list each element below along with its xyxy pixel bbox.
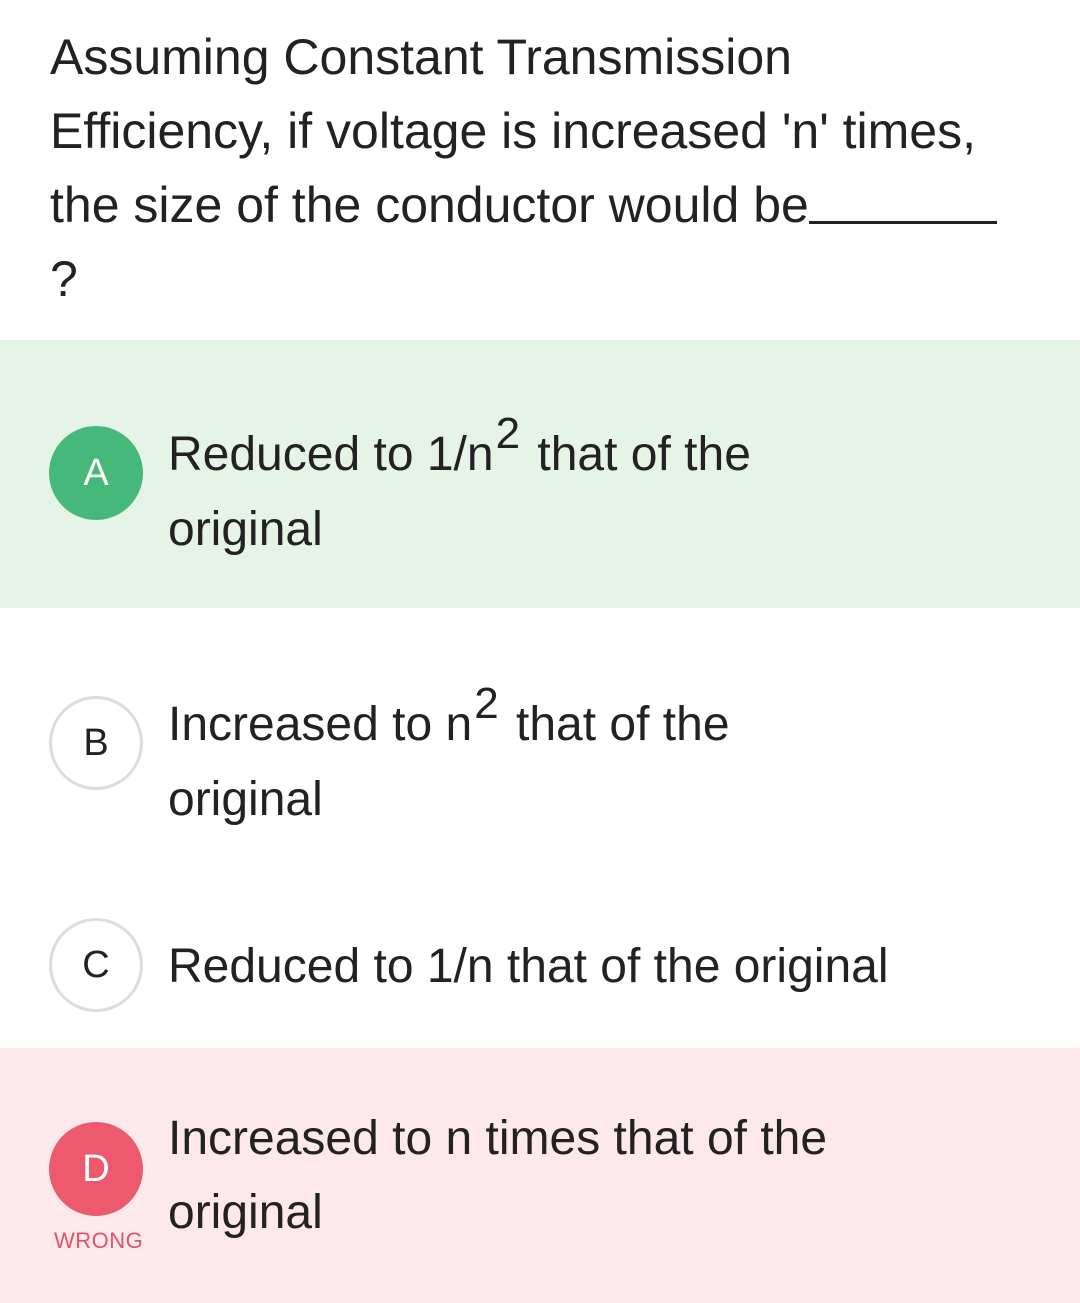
option-c-text: Reduced to 1/n that of the original bbox=[168, 940, 889, 993]
option-d-text: Increased to n times that of the original bbox=[168, 1112, 828, 1239]
option-a-badge: A bbox=[49, 426, 143, 520]
question-blank bbox=[809, 220, 997, 224]
option-d[interactable] bbox=[0, 1048, 1080, 1303]
option-a-text: Reduced to 1/n2 that of the original bbox=[168, 409, 751, 556]
option-a-superscript: 2 bbox=[495, 409, 521, 458]
option-b-text: Increased to n2 that of the original bbox=[168, 679, 730, 826]
wrong-label: WRONG bbox=[54, 1228, 144, 1253]
option-b[interactable] bbox=[0, 608, 1080, 918]
option-a[interactable] bbox=[0, 340, 1080, 608]
question-end: ? bbox=[50, 251, 78, 307]
option-c-badge: C bbox=[49, 918, 143, 1012]
option-d-badge: D bbox=[49, 1122, 143, 1216]
option-b-badge: B bbox=[49, 696, 143, 790]
question-main: Assuming Constant Transmission Efficiency, if voltage is increased 'n' times, the size of the conductor would be bbox=[50, 29, 976, 233]
option-c[interactable] bbox=[0, 918, 1080, 1048]
question-text bbox=[50, 20, 1010, 316]
option-b-superscript: 2 bbox=[474, 679, 499, 728]
